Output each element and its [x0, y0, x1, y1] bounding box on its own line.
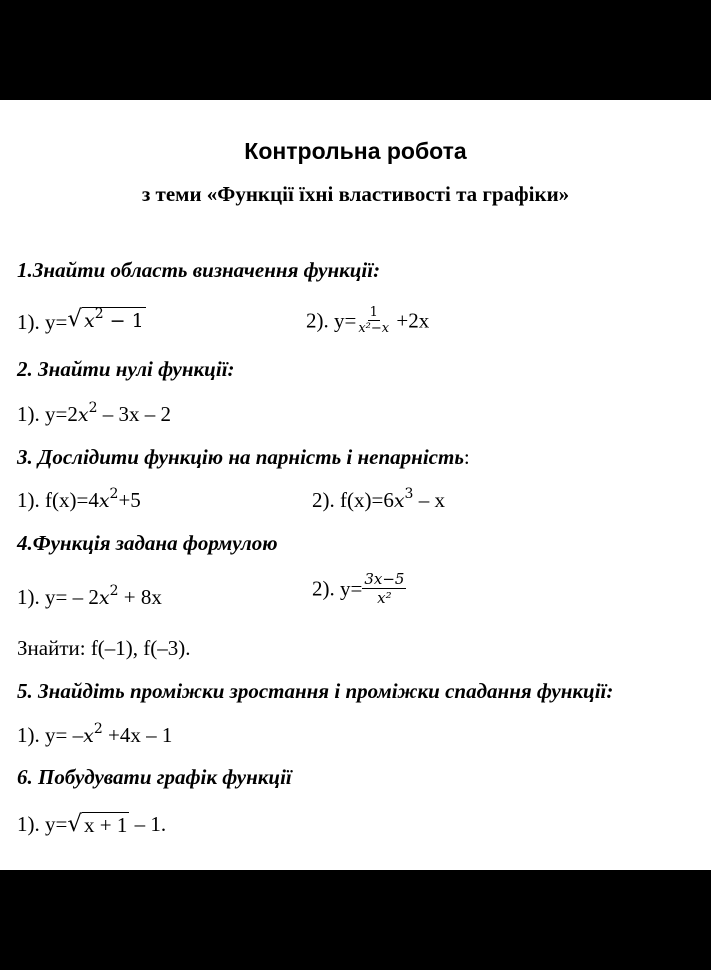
radicand: x + 1: [84, 813, 128, 837]
exponent: 2: [93, 721, 103, 737]
fraction-numerator: 3x−5: [364, 570, 405, 588]
document-page: [0, 100, 711, 870]
task-2-formula-1: [17, 402, 171, 427]
exponent: 2: [88, 400, 98, 416]
task-3-heading-colon: :: [463, 445, 470, 469]
fraction: [356, 305, 391, 336]
formula-rest: – x: [413, 488, 445, 512]
task-1-formula-1: [17, 307, 146, 335]
formula-prefix: 1). y=2: [17, 402, 78, 426]
formula-rest: – 1.: [129, 812, 167, 836]
formula-prefix: 2). y=: [312, 576, 363, 601]
square-root: [67, 812, 129, 837]
formula-prefix: 2). f(x)=6: [312, 488, 394, 512]
exponent: 2: [109, 583, 119, 599]
formula-rest: + 8x: [118, 585, 162, 609]
formula-rest: +4x – 1: [102, 723, 173, 747]
formula-prefix: 2). y=: [306, 308, 357, 333]
task-3-formula-1: [17, 488, 141, 513]
exponent: 3: [404, 486, 414, 502]
fraction-denominator: x²: [377, 589, 392, 607]
formula-rest: – 3x – 2: [97, 402, 171, 426]
formula-prefix: 1). y= – 2: [17, 585, 99, 609]
task-4-find: Знайти: f(–1), f(–3).: [17, 636, 191, 660]
task-5-heading: 5. Знайдіть проміжки зростання і проміжки спадання функції:: [17, 679, 614, 703]
task-2-heading: 2. Знайти нулі функції:: [17, 357, 235, 381]
task-1-heading: 1.Знайти область визначення функції:: [17, 258, 381, 282]
variable: x: [98, 587, 110, 609]
task-4-heading: 4.Функція задана формулою: [17, 531, 278, 555]
task-5-formula-1: [17, 723, 172, 748]
exponent: 2: [109, 486, 119, 502]
page-title: Контрольна робота: [244, 138, 467, 164]
fraction-numerator: 1: [369, 305, 378, 320]
task-1-formula-2: [306, 307, 429, 338]
task-6-formula-1: [17, 812, 166, 837]
fraction-denominator: x²−x: [358, 321, 390, 336]
formula-prefix: 1). f(x)=4: [17, 488, 99, 512]
radical-sign: √: [67, 306, 82, 332]
radical-sign: √: [67, 811, 82, 837]
page-subtitle: з теми «Функції їхні властивості та графіки»: [141, 182, 570, 206]
radicand-variable: x: [84, 310, 95, 332]
fraction: [362, 570, 406, 607]
task-4-formula-2: [312, 572, 406, 609]
formula-prefix: 1). y=: [17, 310, 68, 334]
task-4-formula-1: [17, 585, 162, 610]
variable: x: [83, 725, 94, 747]
exponent: 2: [94, 306, 104, 322]
variable: x: [77, 404, 89, 426]
task-3-heading-text: 3. Дослідити функцію на парність і непарність: [17, 445, 464, 469]
square-root: [67, 307, 145, 335]
formula-prefix: 1). y=: [17, 812, 68, 836]
formula-prefix: 1). y= –: [17, 723, 84, 747]
variable: x: [393, 490, 405, 512]
formula-rest: +2x: [391, 308, 430, 333]
task-3-heading: [17, 445, 470, 470]
radicand-rest: − 1: [103, 310, 144, 332]
formula-rest: +5: [118, 488, 141, 512]
variable: x: [98, 490, 110, 512]
task-6-heading: 6. Побудувати графік функції: [17, 765, 292, 789]
task-3-formula-2: [312, 488, 445, 513]
